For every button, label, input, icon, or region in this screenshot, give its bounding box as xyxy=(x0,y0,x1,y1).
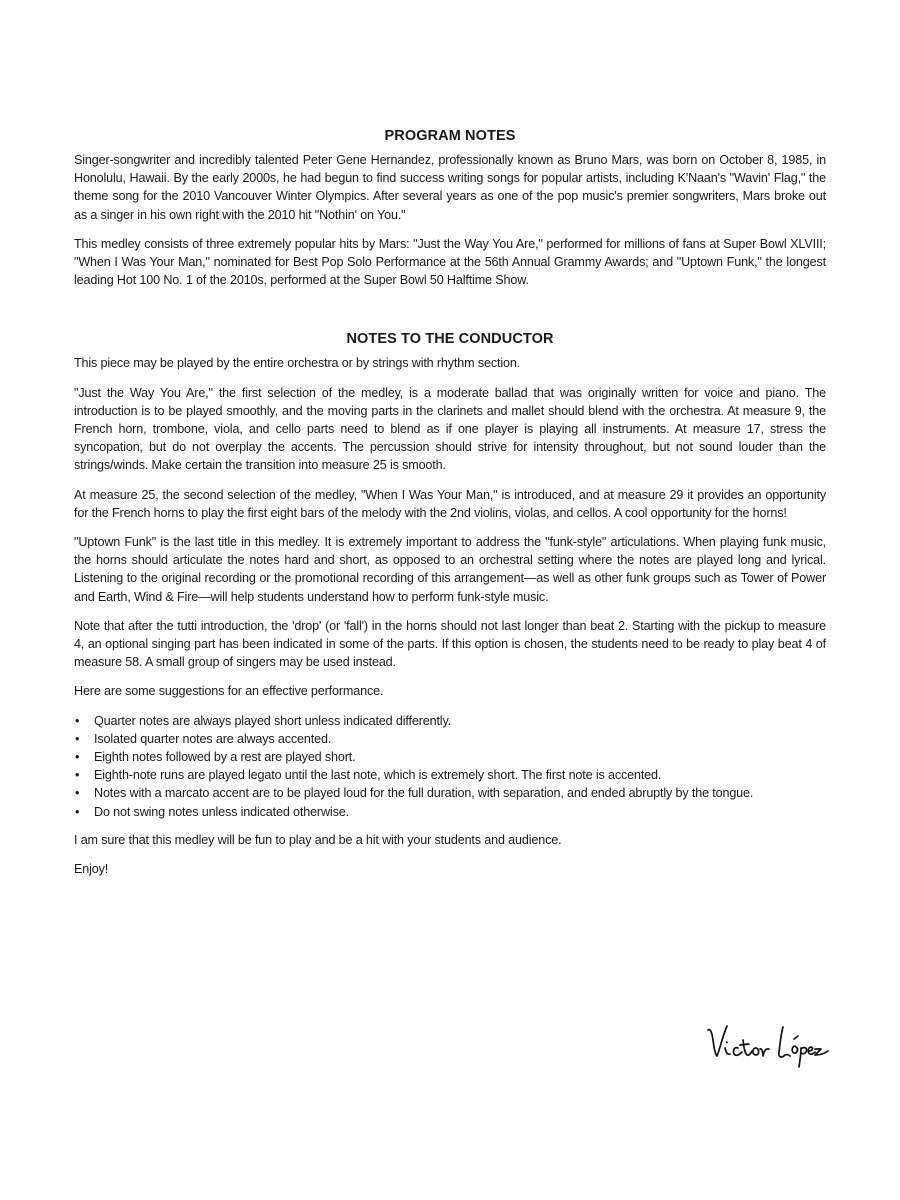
document-page xyxy=(74,128,826,889)
program-notes-paragraph-2: This medley consists of three extremely popular hits by Mars: "Just the Way You Are," performed for millions of fans at Super Bowl XLVIII; "When I Was Your Man," nominated for Best Pop Solo Performance at the 56th Annual Grammy Awards; and "Uptown Funk," the longest leading Hot 100 No. 1 of the 2010s, performed at the Super Bowl 50 Halftime Show. xyxy=(74,236,826,288)
bullet-icon: • xyxy=(75,713,80,728)
section-divider-space xyxy=(74,300,826,331)
program-notes-paragraph-1: Singer-songwriter and incredibly talented Peter Gene Hernandez, professionally known as Bruno Mars, was born on October 8, 1985, in Honolulu, Hawaii. By the early 2000s, he had begun to find success writing songs for popular artists, including K'Naan's "Wavin' Flag," the theme song for the 2010 Vancouver Winter Olympics. After several years as one of the pop music's premier songwriters, Mars broke out as a singer in his own right with the 2010 hit "Nothin' on You." xyxy=(74,153,826,222)
signoff-text: Enjoy! xyxy=(74,862,109,877)
conductor-notes-paragraph-1: This piece may be played by the entire orchestra or by strings with rhythm section. xyxy=(74,356,521,371)
conductor-notes-paragraph-3: At measure 25, the second selection of the medley, "When I Was Your Man," is introduced, and at measure 29 it provides an opportunity for the French horns to play the first eight bars of the melody with the 2nd violins, violas, and cellos. A cool opportunity for the horns! xyxy=(74,487,826,520)
list-item-text: Eighth notes followed by a rest are played short. xyxy=(94,750,356,765)
conductor-notes-paragraph-5: Note that after the tutti introduction, the 'drop' (or 'fall') in the horns should not last longer than beat 2. Starting with the pickup to measure 4, an optional singing part has been indicated in some of the parts. If this option is chosen, the students need to be ready to play beat 4 of measure 58. A small group of singers may be used instead. xyxy=(74,618,826,670)
conductor-notes-paragraph-2: "Just the Way You Are," the first selection of the medley, is a moderate ballad that was originally written for voice and piano. The introduction is to be played smoothly, and the moving parts in the clarinets and mallet should blend with the orchestra. At measure 9, the French horn, trombone, viola, and cello parts need to blend as if one player is playing all instruments. At measure 17, stress the syncopation, but do not overplay the accents. The percussion should strive for intensity throughout, but not sound louder than the strings/winds. Make certain the transition into measure 25 is smooth. xyxy=(74,385,826,473)
bullet-icon: • xyxy=(75,804,80,819)
performance-suggestions-list xyxy=(74,712,826,821)
conductor-notes-paragraph-6: Here are some suggestions for an effective performance. xyxy=(74,684,384,699)
program-notes-heading: PROGRAM NOTES xyxy=(384,128,516,144)
signature-image xyxy=(705,1018,830,1070)
bullet-icon: • xyxy=(75,786,80,801)
list-item xyxy=(74,712,826,730)
list-item-text: Quarter notes are always played short unless indicated differently. xyxy=(94,713,452,728)
bullet-icon: • xyxy=(75,731,80,746)
list-item xyxy=(74,766,826,784)
list-item-text: Eighth-note runs are played legato until the last note, which is extremely short. The first note is accented. xyxy=(94,768,662,783)
list-item-text: Notes with a marcato accent are to be played loud for the full duration, with separation, and ended abruptly by the tongue. xyxy=(94,786,754,801)
list-item-text: Isolated quarter notes are always accented. xyxy=(94,731,332,746)
bullet-icon: • xyxy=(75,768,80,783)
signature-strokes xyxy=(708,1026,828,1067)
list-item xyxy=(74,784,826,802)
list-item xyxy=(74,730,826,748)
list-item xyxy=(74,748,826,766)
list-item-text: Do not swing notes unless indicated otherwise. xyxy=(94,804,349,819)
closing-paragraph: I am sure that this medley will be fun to play and be a hit with your students and audience. xyxy=(74,832,562,847)
conductor-notes-heading: NOTES TO THE CONDUCTOR xyxy=(346,331,554,348)
conductor-notes-paragraph-4: "Uptown Funk" is the last title in this medley. It is extremely important to address the "funk-style" articulations. When playing funk music, the horns should articulate the notes hard and short, as opposed to an orchestral setting where the notes are played long and lyrical. Listening to the original recording or the promotional recording of this arrangement—as well as other funk groups such as Tower of Power and Earth, Wind & Fire—will help students understand how to perform funk-style music. xyxy=(74,535,826,604)
list-item xyxy=(74,803,826,821)
bullet-icon: • xyxy=(75,750,80,765)
